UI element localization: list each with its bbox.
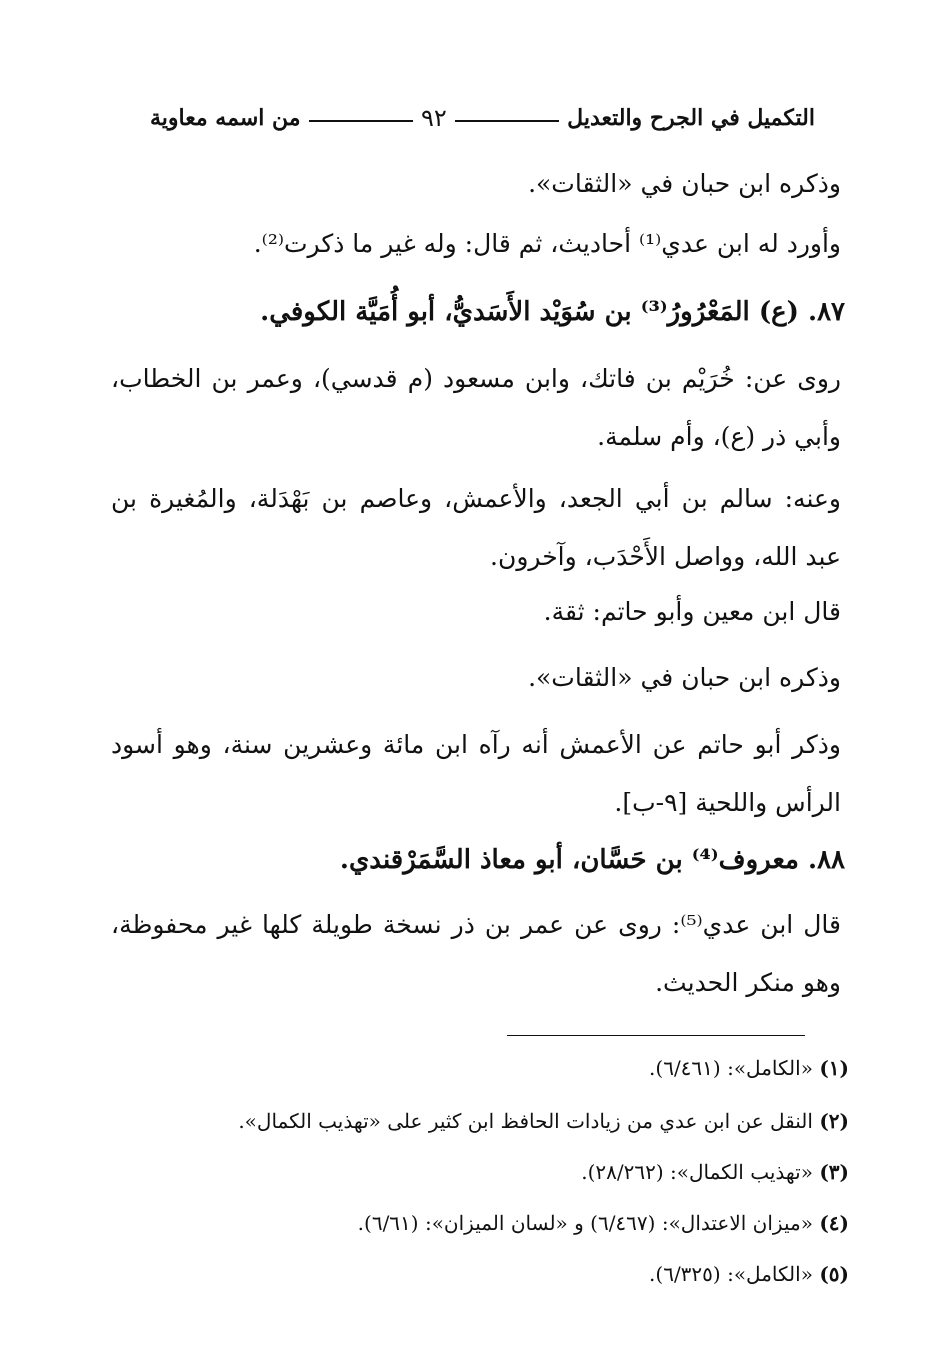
footnote-number: (٣) — [819, 1160, 849, 1184]
paragraph: وعنه: سالم بن أبي الجعد، والأعمش، وعاصم بن بَهْدَلة، والمُغيرة بن عبد الله، وواصل الأَحْدَب، وآخرون. — [111, 484, 841, 571]
text-line: قال ابن معين وأبو حاتم: ثقة. — [543, 597, 841, 626]
paragraph: قال ابن عدي⁽⁵⁾: روى عن عمر بن ذر نسخة طويلة كلها غير محفوظة، وهو منكر الحديث. — [111, 910, 842, 997]
footnote-text: «ميزان الاعتدال»: (٦/٤٦٧) و «لسان الميزان»: (٦/٦١). — [357, 1211, 813, 1235]
header-dash — [309, 120, 413, 122]
footnote — [238, 1107, 849, 1135]
chapter-title: من اسمه معاوية — [150, 105, 301, 131]
text-line: وذكره ابن حبان في «الثقات». — [528, 663, 841, 692]
footnote-number: (٢) — [819, 1109, 849, 1133]
footnote-text: «تهذيب الكمال»: (٢٨/٢٦٢). — [581, 1160, 813, 1184]
paragraph: روى عن: خُرَيْم بن فاتك، وابن مسعود (م قدسي)، وعمر بن الخطاب، وأبي ذر (ع)، وأم سلمة. — [111, 364, 841, 451]
footnote-text: «الكامل»: (٦/٣٢٥). — [649, 1262, 813, 1286]
footnote-text: النقل عن ابن عدي من زيادات الحافظ ابن كثير على «تهذيب الكمال». — [238, 1109, 813, 1133]
footnote — [581, 1158, 849, 1186]
entry-heading-87: ٨٧. (ع) المَعْرُورُ⁽³⁾ بن سُوَيْد الأَسَديُّ، أبو أُمَيَّة الكوفي. — [260, 297, 845, 327]
footnote-number: (٥) — [819, 1262, 849, 1286]
entry-heading-88: ٨٨. معروف⁽⁴⁾ بن حَسَّان، أبو معاذ السَّمَرْقندي. — [339, 845, 845, 875]
footnote — [358, 1209, 849, 1237]
running-header — [150, 98, 815, 138]
footnote-number: (٤) — [819, 1211, 849, 1235]
text-line: وأورد له ابن عدي⁽¹⁾ أحاديث، ثم قال: وله غير ما ذكرت⁽²⁾. — [253, 229, 841, 258]
text-line: وذكره ابن حبان في «الثقات». — [528, 169, 841, 198]
footnote-separator — [507, 1035, 805, 1036]
footnote-number: (١) — [819, 1056, 849, 1080]
book-title: التكميل في الجرح والتعديل — [567, 105, 815, 131]
paragraph: وذكر أبو حاتم عن الأعمش أنه رآه ابن مائة وعشرين سنة، وهو أسود الرأس واللحية [٩-ب]. — [111, 730, 841, 817]
page-number: ٩٢ — [420, 104, 447, 132]
header-dash — [455, 120, 559, 122]
footnote — [649, 1260, 849, 1288]
footnote — [649, 1054, 849, 1082]
footnote-text: «الكامل»: (٦/٤٦١). — [649, 1056, 813, 1080]
